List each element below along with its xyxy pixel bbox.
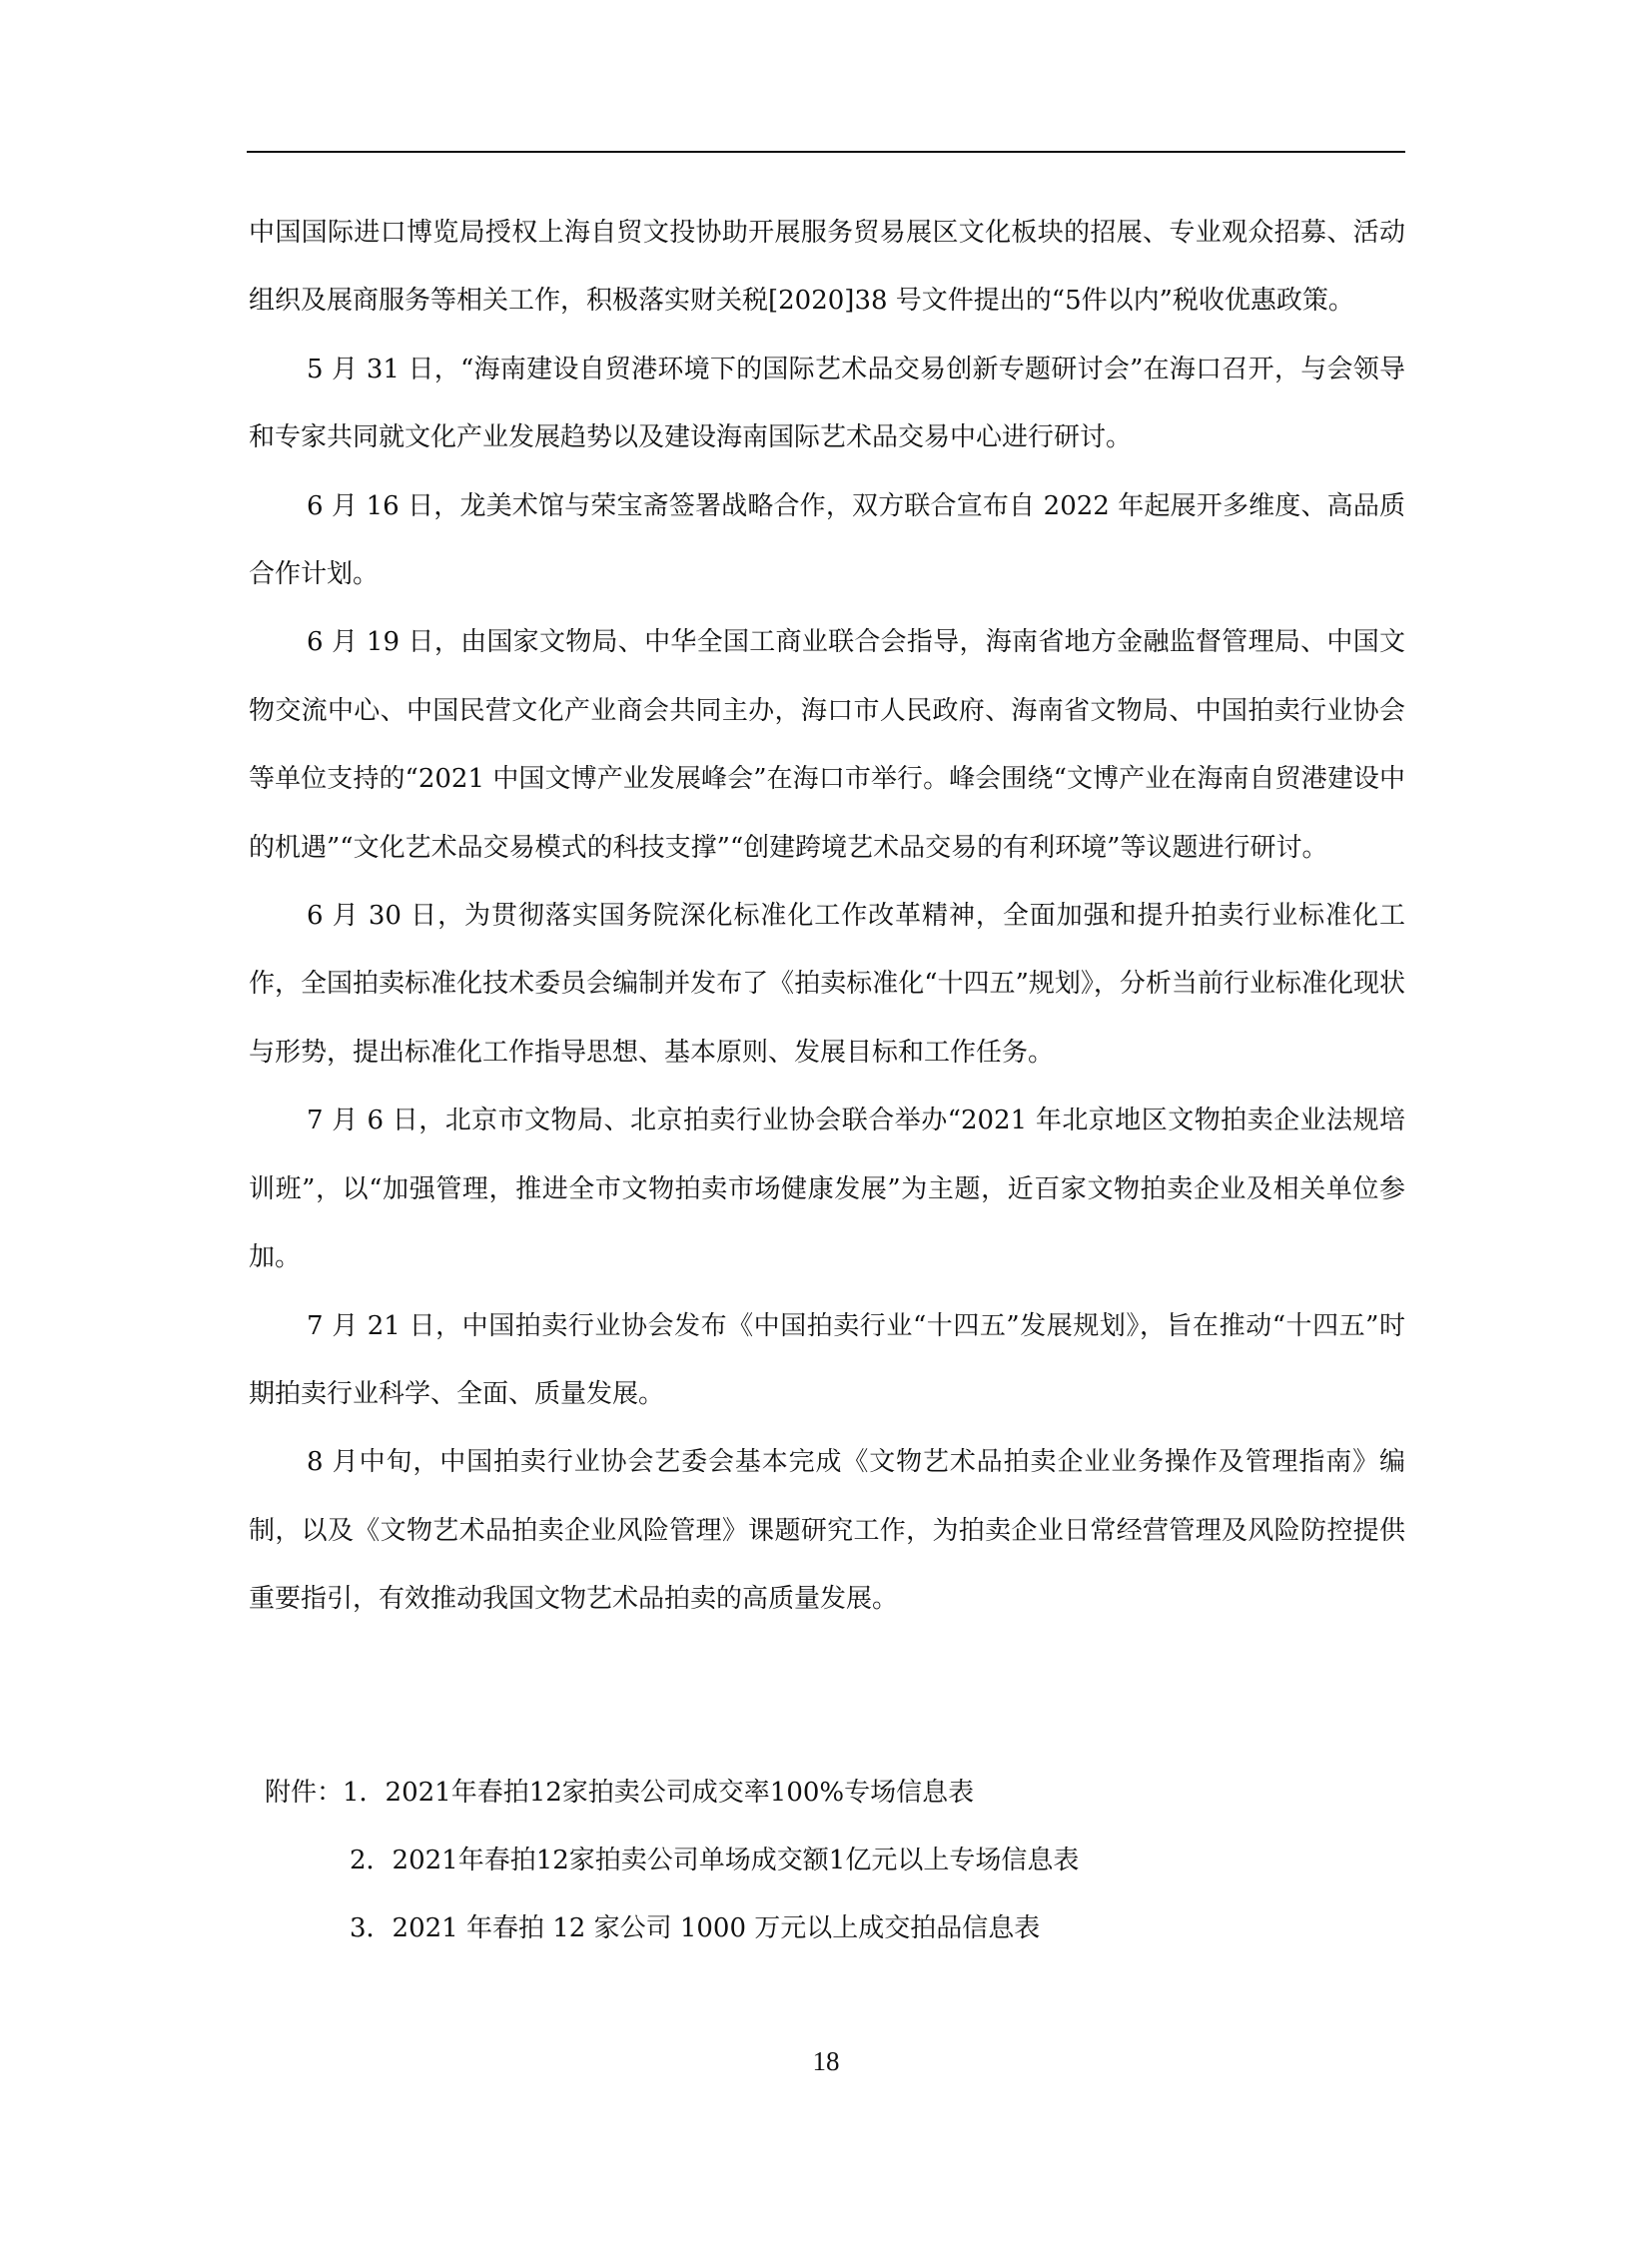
paragraph-june-30: 6 月 30 日，为贯彻落实国务院深化标准化工作改革精神，全面加强和提升拍卖行业标准化工作，全国拍卖标准化技术委员会编制并发布了《拍卖标准化“十四五”规划》，分析当前行业标准化现状与形势，提出标准化工作指导思想、基本原则、发展目标和工作任务。 [249, 901, 1405, 1068]
page-number: 18 [812, 2046, 840, 2076]
paragraph-may-31: 5 月 31 日，“海南建设自贸港环境下的国际艺术品交易创新专题研讨会”在海口召开，与会领导和专家共同就文化产业发展趋势以及建设海南国际艺术品交易中心进行研讨。 [249, 354, 1405, 453]
paragraph-july-21: 7 月 21 日，中国拍卖行业协会发布《中国拍卖行业“十四五”发展规划》，旨在推动“十四五”时期拍卖行业科学、全面、质量发展。 [249, 1310, 1405, 1409]
paragraph-june-19: 6 月 19 日，由国家文物局、中华全国工商业联合会指导，海南省地方金融监督管理局、中国文物交流中心、中国民营文化产业商会共同主办，海口市人民政府、海南省文物局、中国拍卖行业协会等单位支持的“2021 中国文博产业发展峰会”在海口市举行。峰会围绕“文博产业在海南自贸港建设中的机遇”“文化艺术品交易模式的科技支撑”“创建跨境艺术品交易的有利环境”等议题进行研讨。 [249, 627, 1405, 863]
paragraph-june-16: 6 月 16 日，龙美术馆与荣宝斋签署战略合作，双方联合宣布自 2022 年起展开多维度、高品质合作计划。 [249, 490, 1405, 590]
attachments-label: 附件： [265, 1778, 344, 1808]
paragraph-continuation: 中国国际进口博览局授权上海自贸文投协助开展服务贸易展区文化板块的招展、专业观众招募、活动组织及展商服务等相关工作，积极落实财关税[2020]38 号文件提出的“5件以内”税收优惠政策。 [249, 218, 1405, 317]
attachment-item-2 [265, 1827, 1383, 1894]
attachment-title: 2．2021年春拍12家拍卖公司单场成交额1亿元以上专场信息表 [350, 1846, 1080, 1875]
attachment-item-1 [265, 1759, 1383, 1827]
attachment-item-3 [265, 1894, 1383, 1962]
attachments-list [265, 1759, 1383, 1962]
paragraph-mid-august: 8 月中旬，中国拍卖行业协会艺委会基本完成《文物艺术品拍卖企业业务操作及管理指南》编制，以及《文物艺术品拍卖企业风险管理》课题研究工作，为拍卖企业日常经营管理及风险防控提供重要指引，有效推动我国文物艺术品拍卖的高质量发展。 [249, 1447, 1405, 1615]
header-rule [247, 151, 1405, 153]
attachment-title: 1．2021年春拍12家拍卖公司成交率100%专场信息表 [343, 1778, 975, 1808]
body-text [249, 199, 1405, 1634]
attachment-title: 3．2021 年春拍 12 家公司 1000 万元以上成交拍品信息表 [350, 1913, 1041, 1943]
paragraph-july-6: 7 月 6 日，北京市文物局、北京拍卖行业协会联合举办“2021 年北京地区文物拍卖企业法规培训班”，以“加强管理，推进全市文物拍卖市场健康发展”为主题，近百家文物拍卖企业及相关单位参加。 [249, 1106, 1405, 1273]
